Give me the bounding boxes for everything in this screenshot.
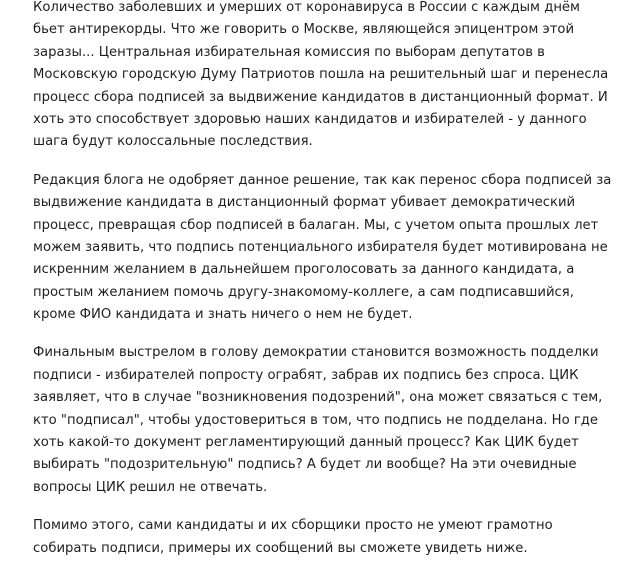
text-line: Помимо этого, сами кандидаты и их сборщики просто не умеют грамотно <box>33 518 553 534</box>
text-line: заразы... Центральная избирательная комиссия по выборам депутатов в <box>33 44 545 60</box>
text-line: заявляет, что в случае "возникновения подозрений", она может связаться с тем, <box>33 390 603 406</box>
text-line: Количество заболевших и умерших от коронавируса в России с каждым днём <box>33 0 580 15</box>
article-body <box>33 0 611 576</box>
text-line: можем заявить, что подпись потенциального избирателя будет мотивирована не <box>33 239 608 255</box>
text-line: вопросы ЦИК решил не отвечать. <box>33 479 268 495</box>
text-line: процесс сбора подписей за выдвижение кандидатов в дистанционный формат. И <box>33 89 608 105</box>
text-line: выдвижение кандидата в дистанционный формат убивает демократический <box>33 195 576 211</box>
text-line: хоть какой-то документ регламентирующий данный процесс? Как ЦИК будет <box>33 435 579 451</box>
text-line: бьет антирекорды. Что же говорить о Москве, являющейся эпицентром этой <box>33 22 575 38</box>
text-line: хоть это способствует здоровью наших кандидатов и избирателей - у данного <box>33 111 587 127</box>
text-line: простым желанием помочь другу-знакомому-коллеге, а сам подписавшийся, <box>33 284 574 300</box>
text-line: кроме ФИО кандидата и знать ничего о нем не будет. <box>33 307 413 323</box>
text-line: искренним желанием в дальнейшем проголосовать за данного кандидата, а <box>33 262 575 278</box>
paragraph-3 <box>33 342 611 499</box>
text-line: выбирать "подозрительную" подпись? А будет ли вообще? На эти очевидные <box>33 457 577 473</box>
text-line: Редакция блога не одобряет данное решение, так как перенос сбора подписей за <box>33 172 612 188</box>
text-line: процесс, превращая сбор подписей в балаган. Мы, с учетом опыта прошлых лет <box>33 217 599 233</box>
text-line: Финальным выстрелом в голову демократии становится возможность подделки <box>33 345 599 361</box>
text-line: кто "подписал", чтобы удостовериться в том, что подпись не подделана. Но где <box>33 412 599 428</box>
text-line: шага будут колоссальные последствия. <box>33 134 313 150</box>
text-line: собирать подписи, примеры их сообщений вы сможете увидеть ниже. <box>33 540 528 556</box>
paragraph-1 <box>33 0 611 154</box>
paragraph-2 <box>33 170 611 327</box>
text-line: Московскую городскую Думу Патриотов пошла на решительный шаг и перенесла <box>33 67 609 83</box>
text-line: подписи - избирателей попросту ограбят, забрав их подпись без спроса. ЦИК <box>33 367 579 383</box>
paragraph-4 <box>33 515 611 560</box>
